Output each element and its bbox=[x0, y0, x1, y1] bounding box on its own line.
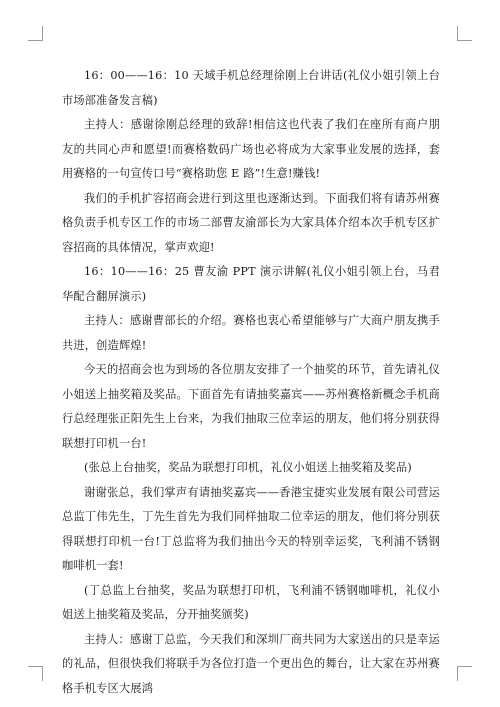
crop-mark-top-left bbox=[28, 26, 43, 41]
document-body bbox=[62, 64, 440, 701]
paragraph-schedule-2: 16：10——16：25 曹友渝 PPT 演示讲解(礼仪小姐引领上台，马君华配合翻屏演示) bbox=[62, 265, 440, 303]
crop-mark-top-right bbox=[457, 26, 472, 41]
paragraph-intro-speaker: 我们的手机扩容招商会进行到这里也逐渐达到。下面我们将有请苏州赛格负责手机专区工作的市场二部曹友渝部长为大家具体介绍本次手机专区扩容招商的具体情况，掌声欢迎! bbox=[62, 191, 440, 254]
paragraph-lottery-second: 谢谢张总，我们掌声有请抽奖嘉宾——香港宝捷实业发展有限公司营运总监丁伟先生，丁先生首先为我们同样抽取二位幸运的朋友，他们将分别获得联想打印机一台!丁总监将为我们抽出今天的特别幸运奖，飞利浦不锈钢咖啡机一套! bbox=[62, 485, 440, 572]
paragraph-host-thanks-3: 主持人：感谢丁总监，今天我们和深圳厂商共同为大家送出的只是幸运的礼品，但很快我们将联手为各位打造一个更出色的舞台，让大家在苏州赛格手机专区大展鸿 bbox=[62, 632, 440, 695]
paragraph-host-thanks-1: 主持人：感谢徐刚总经理的致辞!相信这也代表了我们在座所有商户朋友的共同心声和愿望!而赛格数码广场也必将成为大家事业发展的选择，套用赛格的一句宣传口号“赛格助您 E 路”!生意!赚钱! bbox=[62, 118, 440, 180]
paragraph-stage-note-1: (张总上台抽奖，奖品为联想打印机，礼仪小姐送上抽奖箱及奖品) bbox=[84, 461, 412, 474]
paragraph-schedule-1: 16：00——16：10 天域手机总经理徐刚上台讲话(礼仪小姐引领上台市场部准备发言稿) bbox=[62, 69, 440, 107]
crop-mark-bottom-right bbox=[457, 666, 472, 681]
paragraph-host-thanks-2: 主持人：感谢曹部长的介绍。赛格也衷心希望能够与广大商户朋友携手共进，创造辉煌! bbox=[62, 314, 440, 352]
crop-mark-bottom-left bbox=[28, 666, 43, 681]
paragraph-stage-note-2: (丁总监上台抽奖，奖品为联想打印机，飞利浦不锈钢咖啡机，礼仪小姐送上抽奖箱及奖品，分开抽奖颁奖) bbox=[62, 583, 440, 621]
paragraph-lottery-intro: 今天的招商会也为到场的各位朋友安排了一个抽奖的环节，首先请礼仪小姐送上抽奖箱及奖品。下面首先有请抽奖嘉宾——苏州赛格新概念手机商行总经理张正阳先生上台来，为我们抽取三位幸运的朋友，他们将分别获得联想打印机一台! bbox=[62, 363, 440, 450]
